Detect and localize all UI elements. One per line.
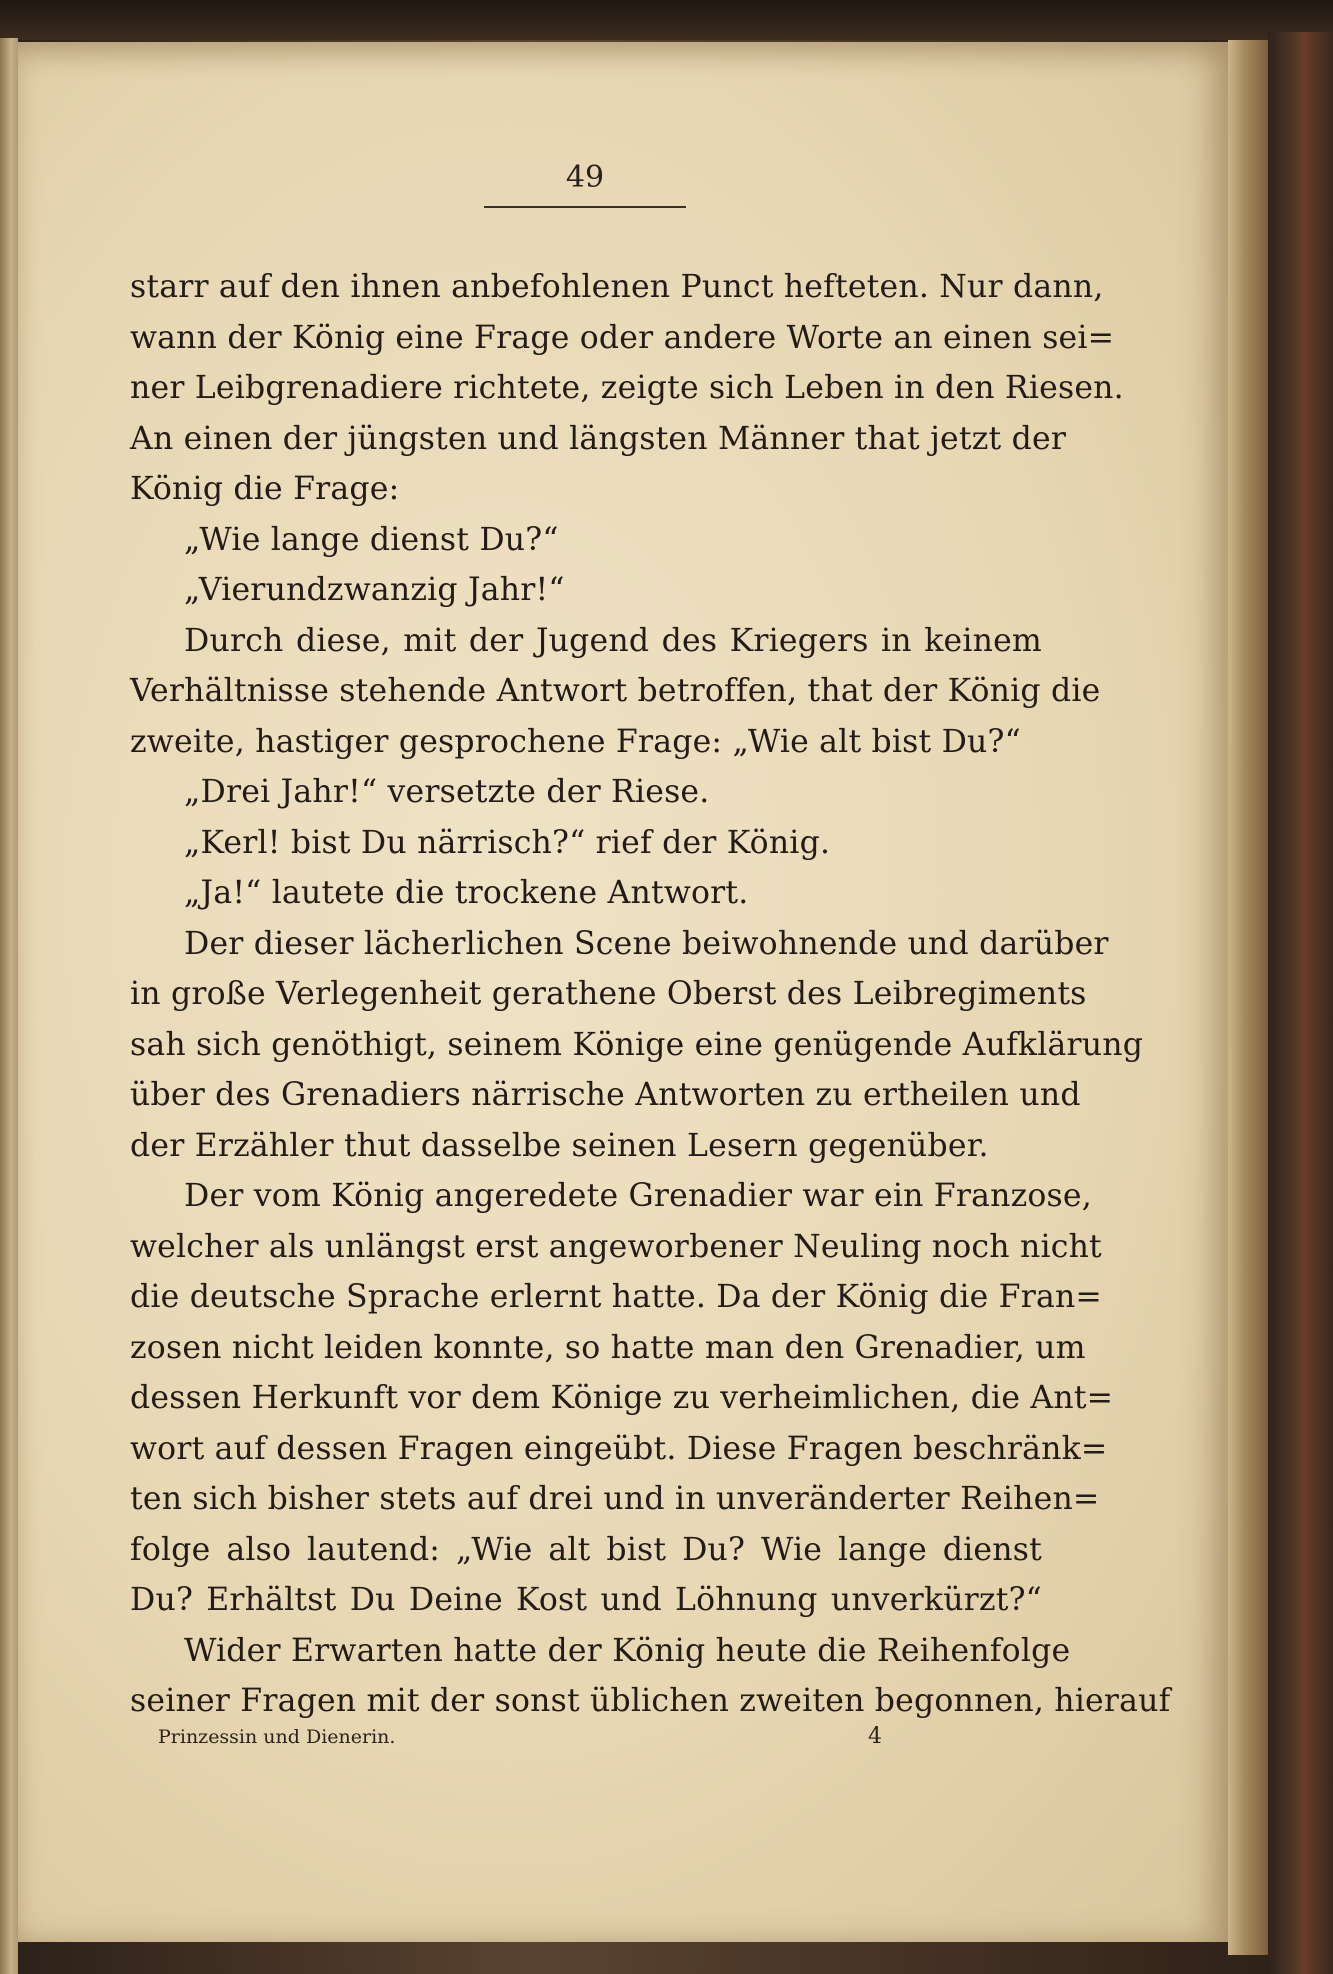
text-line: ner Leibgrenadiere richtete, zeigte sich Leben in den Riesen. bbox=[130, 370, 1124, 406]
text-line: „Drei Jahr!“ versetzte der Riese. bbox=[184, 774, 710, 810]
text-line: Der vom König angeredete Grenadier war ein Franzose, bbox=[184, 1178, 1092, 1214]
text-line: Du? Erhältst Du Deine Kost und Löhnung unverkürzt?“ bbox=[130, 1582, 1042, 1618]
text-line: in große Verlegenheit gerathene Oberst des Leibregiments bbox=[130, 976, 1087, 1012]
text-line: Durch diese, mit der Jugend des Kriegers in keinem bbox=[184, 622, 1042, 659]
text-line: „Kerl! bist Du närrisch?“ rief der König. bbox=[184, 824, 831, 861]
footer-book-title: Prinzessin und Dienerin. bbox=[158, 1726, 396, 1748]
text-line: Wider Erwarten hatte der König heute die Reihenfolge bbox=[184, 1632, 1071, 1669]
text-line: sah sich genöthigt, seinem Könige eine genügende Aufklärung bbox=[130, 1026, 1144, 1063]
text-line: zosen nicht leiden konnte, so hatte man den Grenadier, um bbox=[130, 1329, 1086, 1366]
signature-mark: 4 bbox=[868, 1724, 882, 1749]
text-line: „Ja!“ lautete die trockene Antwort. bbox=[184, 875, 749, 911]
text-line: Der dieser lächerlichen Scene beiwohnende und darüber bbox=[184, 925, 1109, 962]
text-line: ten sich bisher stets auf drei und in unveränderter Reihen= bbox=[130, 1481, 1100, 1517]
page-number: 49 bbox=[565, 160, 605, 195]
text-line: „Vierundzwanzig Jahr!“ bbox=[184, 572, 565, 608]
text-line: dessen Herkunft vor dem Könige zu verheimlichen, die Ant= bbox=[130, 1380, 1114, 1416]
text-line: wann der König eine Frage oder andere Worte an einen sei= bbox=[130, 319, 1115, 356]
book-cover-edge bbox=[1268, 32, 1333, 1974]
binding-top-edge bbox=[0, 0, 1333, 40]
text-line: zweite, hastiger gesprochene Frage: „Wie alt bist Du?“ bbox=[130, 723, 1021, 760]
text-line: starr auf den ihnen anbefohlenen Punct hefteten. Nur dann, bbox=[130, 269, 1104, 305]
body-text bbox=[130, 262, 1171, 1727]
text-line: welcher als unlängst erst angeworbener Neuling noch nicht bbox=[130, 1228, 1102, 1265]
text-line: An einen der jüngsten und längsten Männer that jetzt der bbox=[130, 420, 1067, 457]
page-stack-edge bbox=[1228, 40, 1268, 1955]
text-line: der Erzähler thut dasselbe seinen Lesern gegenüber. bbox=[130, 1127, 989, 1164]
text-line: die deutsche Sprache erlernt hatte. Da der König die Fran= bbox=[130, 1279, 1103, 1315]
text-line: König die Frage: bbox=[130, 471, 400, 507]
header-rule bbox=[484, 206, 686, 208]
text-line: über des Grenadiers närrische Antworten zu ertheilen und bbox=[130, 1077, 1081, 1113]
text-line: Verhältnisse stehende Antwort betroffen, that der König die bbox=[130, 673, 1101, 709]
text-line: „Wie lange dienst Du?“ bbox=[184, 521, 559, 558]
text-line: seiner Fragen mit der sonst üblichen zweiten begonnen, hierauf bbox=[130, 1683, 1171, 1719]
text-line: folge also lautend: „Wie alt bist Du? Wie lange dienst bbox=[130, 1531, 1042, 1568]
text-line: wort auf dessen Fragen eingeübt. Diese Fragen beschränk= bbox=[130, 1430, 1108, 1467]
previous-leaf-edge bbox=[0, 38, 18, 1974]
